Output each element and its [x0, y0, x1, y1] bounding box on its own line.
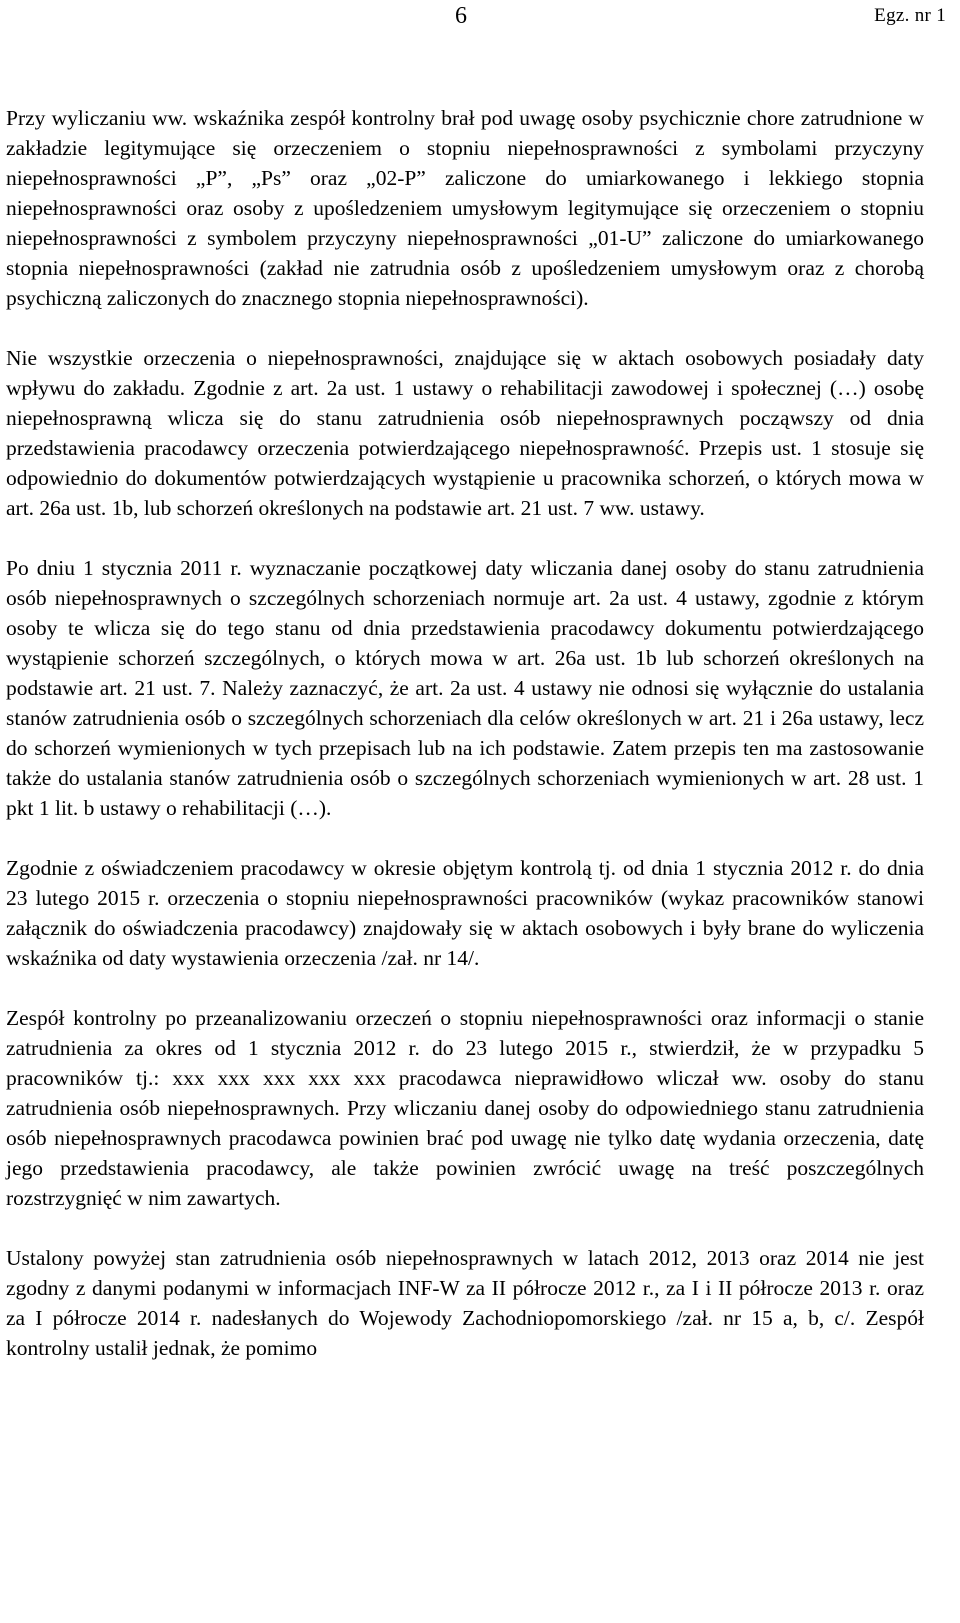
paragraph-employer-statement: Zgodnie z oświadczeniem pracodawcy w okresie objętym kontrolą tj. od dnia 1 stycznia 2012 r. do dnia 23 lutego 2015 r. orzeczenia o stopniu niepełnosprawności pracowników (wykaz pracowników stanowi załącznik do oświadczenia pracodawcy) znajdowały się w aktach osobowych i były brane do wyliczenia wskaźnika od daty wystawienia orzeczenia /zał. nr 14/. — [6, 856, 924, 970]
copy-number-label: Egz. nr 1 — [874, 5, 946, 26]
document-body — [6, 103, 924, 1393]
paragraph-employment-status: Ustalony powyżej stan zatrudnienia osób niepełnosprawnych w latach 2012, 2013 oraz 2014 nie jest zgodny z danymi podanymi w informacjach INF-W za II półrocze 2012 r., za I i II półrocze 2013 r. oraz za I półrocze 2014 r. nadesłanych do Wojewody Zachodniopomorskiego /zał. nr 15 a, b, c/. Zespół kontrolny ustalił jednak, że pomimo — [6, 1246, 924, 1360]
paragraph-receipt-dates: Nie wszystkie orzeczenia o niepełnosprawności, znajdujące się w aktach osobowych posiadały daty wpływu do zakładu. Zgodnie z art. 2a ust. 1 ustawy o rehabilitacji zawodowej i społecznej (…) osobę niepełnosprawną wlicza się do stanu zatrudnienia osób niepełnosprawnych począwszy od dnia przedstawienia pracodawcy orzeczenia potwierdzającego niepełnosprawność. Przepis ust. 1 stosuje się odpowiednio do dokumentów potwierdzających wystąpienie u pracownika schorzeń, o których mowa w art. 26a ust. 1b, lub schorzeń określonych na podstawie art. 21 ust. 7 ww. ustawy. — [6, 346, 924, 520]
page-number: 6 — [455, 3, 467, 29]
paragraph-legal-basis-2011: Po dniu 1 stycznia 2011 r. wyznaczanie początkowej daty wliczania danej osoby do stanu zatrudnienia osób niepełnosprawnych o szczególnych schorzeniach normuje art. 2a ust. 4 ustawy, zgodnie z którym osoby te wlicza się do tego stanu od dnia przedstawienia pracodawcy dokumentu potwierdzającego wystąpienie schorzeń szczególnych, o których mowa w art. 26a ust. 1b lub schorzeń określonych na podstawie art. 21 ust. 7. Należy zaznaczyć, że art. 2a ust. 4 ustawy nie odnosi się wyłącznie do ustalania stanów zatrudnienia osób o szczególnych schorzeniach dla celów określonych w art. 21 i 26a ustawy, lecz do schorzeń wymienionych w tych przepisach lub na ich podstawie. Zatem przepis ten ma zastosowanie także do ustalania stanów zatrudnienia osób o szczególnych schorzeniach wymienionych w art. 28 ust. 1 pkt 1 lit. b ustawy o rehabilitacji (…). — [6, 556, 924, 820]
paragraph-control-findings: Zespół kontrolny po przeanalizowaniu orzeczeń o stopniu niepełnosprawności oraz informacji o stanie zatrudnienia za okres od 1 stycznia 2012 r. do 23 lutego 2015 r., stwierdził, że w przypadku 5 pracowników tj.: xxx xxx xxx xxx xxx pracodawca nieprawidłowo wliczał ww. osoby do stanu zatrudnienia osób niepełnosprawnych. Przy wliczaniu danej osoby do odpowiedniego stanu zatrudnienia osób niepełnosprawnych pracodawca powinien brać pod uwagę nie tylko datę wydania orzeczenia, datę jego przedstawienia pracodawcy, ale także powinien zwrócić uwagę na treść poszczególnych rozstrzygnięć w nim zawartych. — [6, 1006, 924, 1210]
paragraph-indicator-scope: Przy wyliczaniu ww. wskaźnika zespół kontrolny brał pod uwagę osoby psychicznie chore zatrudnione w zakładzie legitymujące się orzeczeniem o stopniu niepełnosprawności z symbolami przyczyny niepełnosprawności „P”, „Ps” oraz „02-P” zaliczone do umiarkowanego i lekkiego stopnia niepełnosprawności oraz osoby z upośledzeniem umysłowym legitymujące się orzeczeniem o stopniu niepełnosprawności z symbolem przyczyny niepełnosprawności „01-U” zaliczone do umiarkowanego stopnia niepełnosprawności (zakład nie zatrudnia osób z upośledzeniem umysłowym oraz z chorobą psychiczną zaliczonych do znacznego stopnia niepełnosprawności). — [6, 106, 924, 310]
